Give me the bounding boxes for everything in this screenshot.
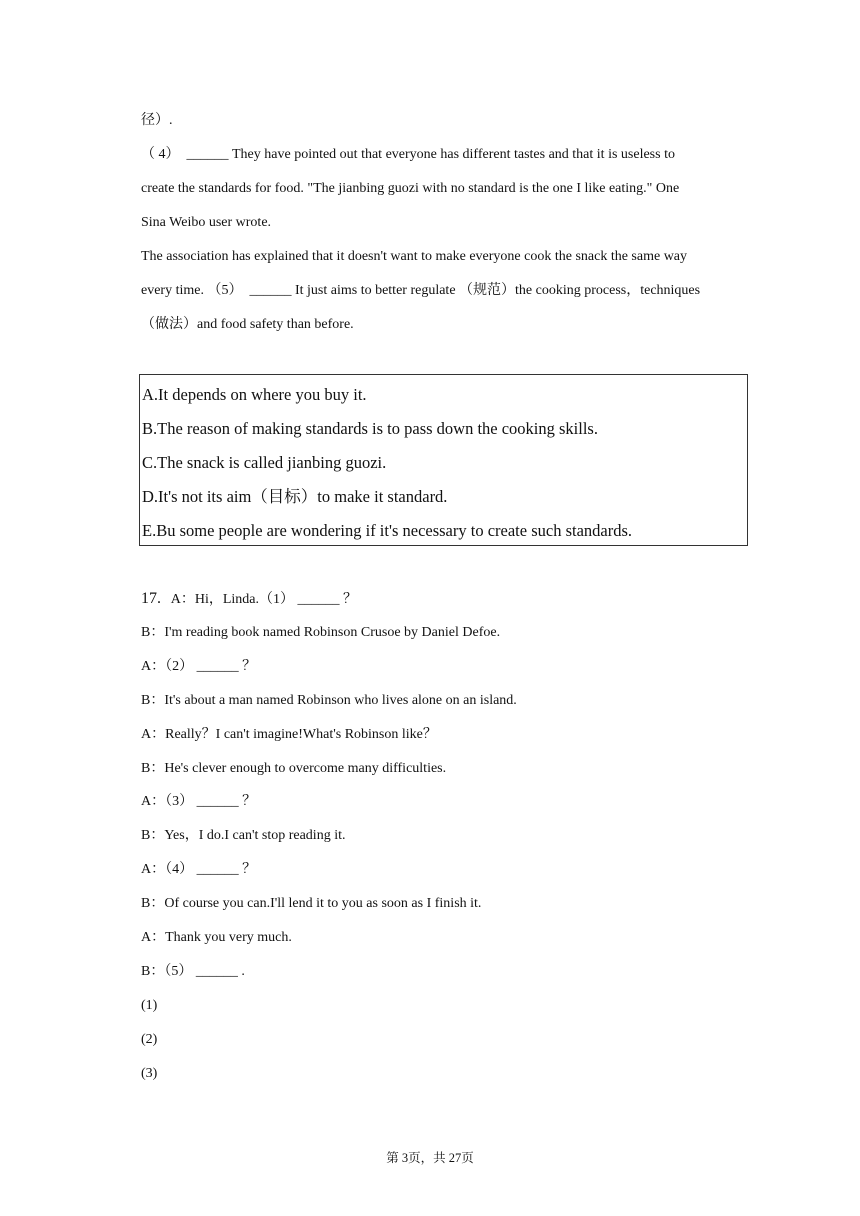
- page-footer: 第 3页，共 27页: [386, 1151, 474, 1165]
- options-box: [139, 374, 748, 546]
- option-b: B.The reason of making standards is to pass down the cooking skills.: [142, 419, 598, 438]
- passage-line: 径）.: [141, 113, 173, 128]
- dialogue-line: A：Thank you very much.: [141, 930, 292, 945]
- passage-line: create the standards for food. "The jianbing guozi with no standard is the one I like eating." One: [141, 181, 680, 196]
- dialogue-line: A：（3） ______ ？: [141, 794, 257, 809]
- dialogue-line: A：Really？I can't imagine!What's Robinson like？: [141, 727, 437, 742]
- dialogue-line: B：It's about a man named Robinson who lives alone on an island.: [141, 693, 517, 708]
- option-d: D.It's not its aim（目标）to make it standard.: [142, 487, 448, 506]
- answer-label: (2): [141, 1032, 158, 1047]
- answer-label: (3): [141, 1066, 158, 1081]
- passage-line: Sina Weibo user wrote.: [141, 215, 272, 230]
- option-c: C.The snack is called jianbing guozi.: [142, 453, 387, 472]
- dialogue-line: B：He's clever enough to overcome many difficulties.: [141, 761, 447, 776]
- passage-line: The association has explained that it doesn't want to make everyone cook the snack the same way: [141, 249, 688, 264]
- dialogue-line: A：（2） ______ ？: [141, 659, 257, 674]
- option-e: E.Bu some people are wondering if it's necessary to create such standards.: [142, 521, 633, 540]
- passage-line: （ 4） ______ They have pointed out that everyone has different tastes and that it is useless to: [141, 147, 675, 162]
- dialogue-line: A：Hi，Linda.（1） ______ ？: [170, 592, 357, 607]
- answer-label: (1): [141, 998, 158, 1013]
- dialogue-line: B：Of course you can.I'll lend it to you as soon as I finish it.: [141, 896, 482, 911]
- question-17-header: [141, 590, 357, 609]
- dialogue-line: A：（4） ______ ？: [141, 862, 257, 877]
- passage-line: （做法）and food safety than before.: [141, 317, 354, 332]
- dialogue-line: B：（5） ______ .: [141, 964, 245, 979]
- dialogue-line: B：Yes，I do.I can't stop reading it.: [141, 828, 346, 843]
- question-number: 17.: [141, 590, 161, 607]
- option-a: A.It depends on where you buy it.: [142, 385, 367, 404]
- dialogue-line: B：I'm reading book named Robinson Crusoe by Daniel Defoe.: [141, 625, 501, 640]
- passage-line: every time. （5） ______ It just aims to better regulate （规范）the cooking process，techniques: [141, 283, 701, 298]
